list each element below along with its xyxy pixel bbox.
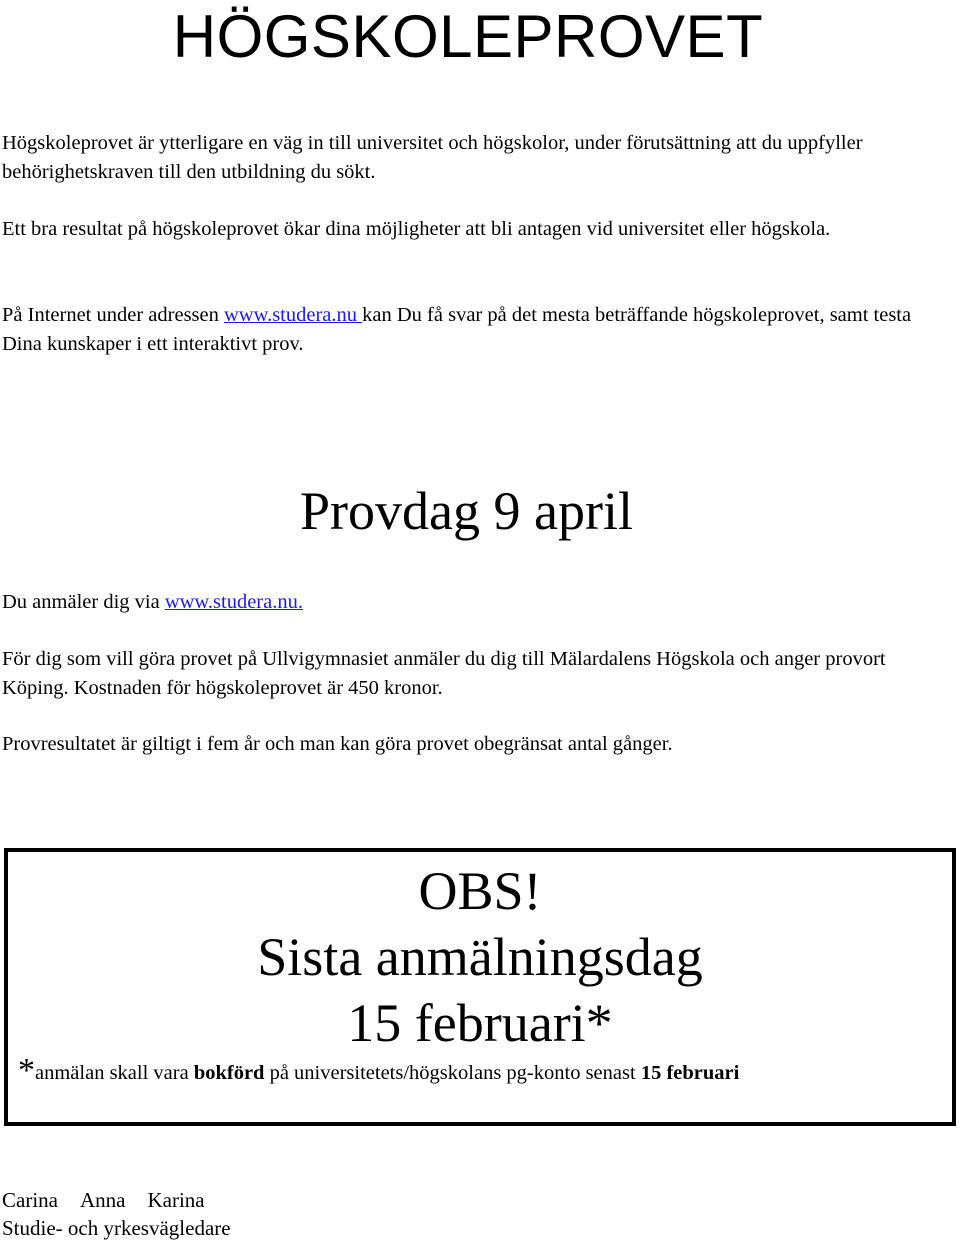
signature-name-1: Carina [2, 1188, 58, 1212]
provdag-heading: Provdag 9 april [300, 481, 633, 541]
signature-name-2: Anna [79, 1188, 126, 1212]
footnote-text-c: på universitetets/högskolans pg-konto senast [264, 1062, 641, 1084]
document-title: HÖGSKOLEPROVET [172, 3, 764, 70]
register-link[interactable]: www.studera.nu. [164, 591, 303, 613]
studera-link[interactable]: www.studera.nu [224, 304, 363, 326]
footnote-bold-date: 15 februari [640, 1062, 740, 1084]
signature-name-3: Karina [147, 1188, 205, 1212]
footnote-text-a: anmälan skall vara [35, 1062, 194, 1084]
register-text: Du anmäler dig via [2, 591, 165, 613]
footnote-asterisk: * [18, 1052, 35, 1089]
intro-paragraph-2: Ett bra resultat på högskoleprovet ökar dina möjligheter att bli antagen vid universitet eller högskola. [2, 218, 831, 240]
signature-role: Studie- och yrkesvägledare [2, 1216, 231, 1240]
deadline-date: 15 februari* [347, 993, 613, 1053]
deadline-footnote [18, 1052, 948, 1092]
intro-paragraph-3-rest: kan Du få svar på det mesta beträffande högskoleprovet, samt testa Dina kunskaper i ett interaktivt prov. [2, 304, 912, 355]
info-paragraph-1: För dig som vill göra provet på Ullvigymnasiet anmäler du dig till Mälardalens Högskola och anger provort Köping. Kostnaden för högskoleprovet är 450 kronor. [2, 648, 886, 699]
signature-names [2, 1186, 205, 1214]
intro-paragraph-1: Högskoleprovet är ytterligare en väg in till universitet och högskolor, under förutsättning att du uppfyller behörighetskraven till den utbildning du sökt. [2, 132, 863, 183]
intro-paragraph-3 [2, 301, 947, 359]
register-line [2, 588, 947, 617]
obs-notice-box [4, 848, 956, 1126]
info-paragraph-2: Provresultatet är giltigt i fem år och man kan göra provet obegränsat antal gånger. [2, 733, 673, 755]
deadline-heading: Sista anmälningsdag [257, 927, 703, 987]
obs-heading: OBS! [418, 861, 542, 921]
footnote-bold-bokford: bokförd [193, 1062, 265, 1084]
intro-paragraph-3-lead: På Internet under adressen [2, 304, 224, 326]
